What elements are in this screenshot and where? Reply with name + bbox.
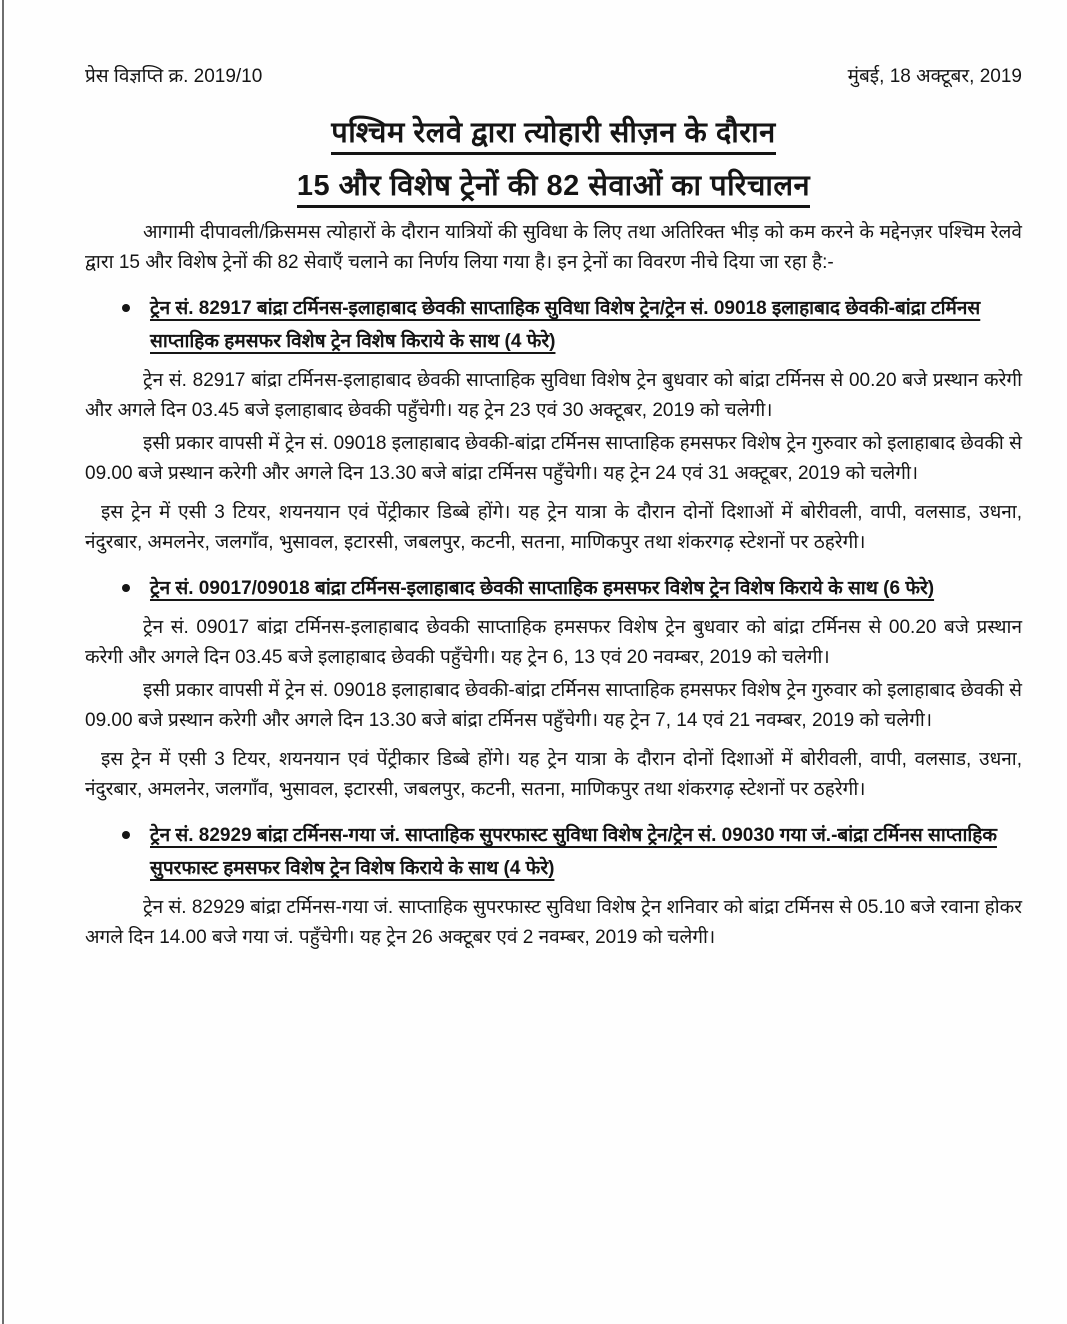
bullet-icon <box>122 584 130 592</box>
body-paragraph: ट्रेन सं. 82929 बांद्रा टर्मिनस-गया जं. साप्ताहिक सुपरफास्ट सुविधा विशेष ट्रेन शनिवार को बांद्रा टर्मिनस से 05.10 बजे रवाना होकर अगले दिन 14.00 बजे गया जं. पहुँचेगी। यह ट्रेन 26 अक्टूबर एवं 2 नवम्बर, 2019 को चलेगी। <box>85 897 1022 948</box>
page-title-line-1: पश्चिम रेलवे द्वारा त्योहारी सीज़न के दौरान <box>85 112 1022 151</box>
bullet-icon <box>122 304 130 312</box>
dateline: मुंबई, 18 अक्टूबर, 2019 <box>847 66 1022 87</box>
train-section-heading-text: ट्रेन सं. 82917 बांद्रा टर्मिनस-इलाहाबाद छेवकी साप्ताहिक सुविधा विशेष ट्रेन/ट्रेन सं. 09018 इलाहाबाद छेवकी-बांद्रा टर्मिनस साप्ताहिक हमसफर विशेष ट्रेन विशेष किराये के साथ (4 फेरे) <box>150 298 981 352</box>
title-block <box>85 112 1022 204</box>
body-paragraph: ट्रेन सं. 82917 बांद्रा टर्मिनस-इलाहाबाद छेवकी साप्ताहिक सुविधा विशेष ट्रेन बुधवार को बांद्रा टर्मिनस से 00.20 बजे प्रस्थान करेगी और अगले दिन 03.45 बजे इलाहाबाद छेवकी पहुँचेगी। यह ट्रेन 23 एवं 30 अक्टूबर, 2019 को चलेगी। <box>85 370 1022 421</box>
train-section-heading-text: ट्रेन सं. 09017/09018 बांद्रा टर्मिनस-इलाहाबाद छेवकी साप्ताहिक हमसफर विशेष ट्रेन विशेष किराये के साथ (6 फेरे) <box>150 578 935 599</box>
body-paragraph: ट्रेन सं. 09017 बांद्रा टर्मिनस-इलाहाबाद छेवकी साप्ताहिक हमसफर विशेष ट्रेन बुधवार को बांद्रा टर्मिनस से 00.20 बजे प्रस्थान करेगी और अगले दिन 03.45 बजे इलाहाबाद छेवकी पहुँचेगी। यह ट्रेन 6, 13 एवं 20 नवम्बर, 2019 को चलेगी। <box>85 617 1022 668</box>
bullet-icon <box>122 831 130 839</box>
train-section-heading-text: ट्रेन सं. 82929 बांद्रा टर्मिनस-गया जं. साप्ताहिक सुपरफास्ट सुविधा विशेष ट्रेन/ट्रेन सं. 09030 गया जं.-बांद्रा टर्मिनस साप्ताहिक सुपरफास्ट हमसफर विशेष ट्रेन विशेष किराये के साथ (4 फेरे) <box>150 825 997 879</box>
body-paragraph: इस ट्रेन में एसी 3 टियर, शयनयान एवं पेंट्रीकार डिब्बे होंगे। यह ट्रेन यात्रा के दौरान दोनों दिशाओं में बोरीवली, वापी, वलसाड, उधना, नंदुरबार, अमलनेर, जलगाँव, भुसावल, इटारसी, जबलपुर, कटनी, सतना, माणिकपुर तथा शंकरगढ़ स्टेशनों पर ठहरेगी। <box>85 502 1022 553</box>
body-paragraph: इसी प्रकार वापसी में ट्रेन सं. 09018 इलाहाबाद छेवकी-बांद्रा टर्मिनस साप्ताहिक हमसफर विशेष ट्रेन गुरुवार को इलाहाबाद छेवकी से 09.00 बजे प्रस्थान करेगी और अगले दिन 13.30 बजे बांद्रा टर्मिनस पहुँचेगी। यह ट्रेन 24 एवं 31 अक्टूबर, 2019 को चलेगी। <box>85 433 1022 484</box>
document-content <box>85 64 1022 956</box>
document-header <box>85 64 1022 90</box>
press-release-number: प्रेस विज्ञप्ति क्र. 2019/10 <box>85 66 263 87</box>
body-paragraph: इस ट्रेन में एसी 3 टियर, शयनयान एवं पेंट्रीकार डिब्बे होंगे। यह ट्रेन यात्रा के दौरान दोनों दिशाओं में बोरीवली, वापी, वलसाड, उधना, नंदुरबार, अमलनेर, जलगाँव, भुसावल, इटारसी, जबलपुर, कटनी, सतना, माणिकपुर तथा शंकरगढ़ स्टेशनों पर ठहरेगी। <box>85 749 1022 800</box>
body-paragraph: इसी प्रकार वापसी में ट्रेन सं. 09018 इलाहाबाद छेवकी-बांद्रा टर्मिनस साप्ताहिक हमसफर विशेष ट्रेन गुरुवार को इलाहाबाद छेवकी से 09.00 बजे प्रस्थान करेगी और अगले दिन 13.30 बजे बांद्रा टर्मिनस पहुँचेगी। यह ट्रेन 7, 14 एवं 21 नवम्बर, 2019 को चलेगी। <box>85 680 1022 731</box>
scan-edge-line <box>2 0 4 1324</box>
train-section-3-heading <box>85 819 1022 885</box>
train-section-2-heading <box>85 572 1022 605</box>
train-section-1-heading <box>85 292 1022 358</box>
page-title-line-2: 15 और विशेष ट्रेनों की 82 सेवाओं का परिचालन <box>85 165 1022 204</box>
intro-paragraph: आगामी दीपावली/क्रिसमस त्योहारों के दौरान यात्रियों की सुविधा के लिए तथा अतिरिक्त भीड़ को कम करने के मद्देनज़र पश्चिम रेलवे द्वारा 15 और विशेष ट्रेनों की 82 सेवाएँ चलाने का निर्णय लिया गया है। इन ट्रेनों का विवरण नीचे दिया जा रहा है:- <box>85 222 1022 273</box>
